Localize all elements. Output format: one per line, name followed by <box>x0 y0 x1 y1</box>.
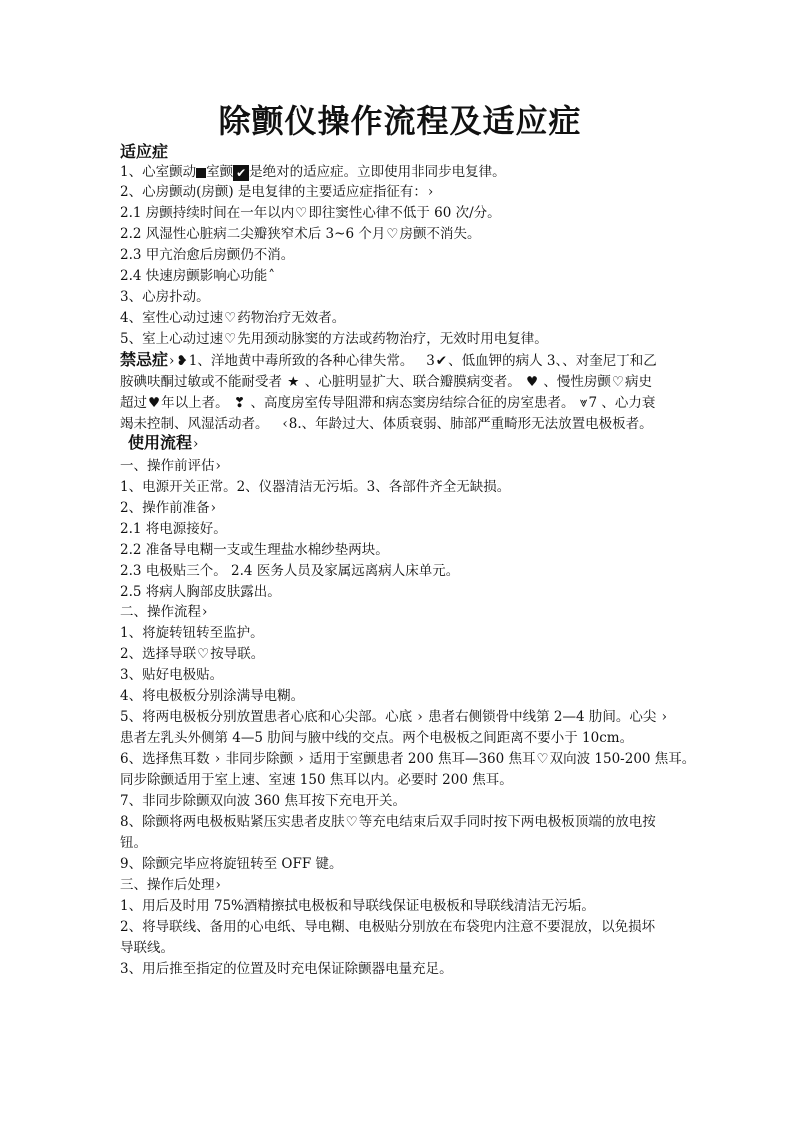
text-line: 2.3 甲亢治愈后房颤仍不消。 <box>120 247 295 263</box>
text-line: 2、心房颤动(房颤) 是电复律的主要适应症指征有：› <box>120 184 434 200</box>
text-line: 患者左乳头外侧第 4—5 肋间与腋中线的交点。两个电极板之间距离不要小于 10cm。 <box>120 730 634 746</box>
text-line: 5、将两电极板分别放置患者心底和心尖部。心底 › 患者右侧锁骨中线第 2—4 肋间。心尖 › <box>120 709 668 725</box>
heading-indications: 适应症 <box>120 142 169 161</box>
text-line: 3、心房扑动。 <box>120 289 210 305</box>
heart-outline-icon: ♡ <box>224 310 237 326</box>
heading-usage: 使用流程 <box>128 433 193 452</box>
text-line: 2.5 将病人胸部皮肤露出。 <box>120 584 281 600</box>
broken-heart-icon: ❣ <box>233 395 246 411</box>
text-line: 8、除颤将两电极板贴紧压实患者皮肤♡等充电结束后双手同时按下两电极板顶端的放电按 <box>120 814 656 830</box>
heart-icon: ♥ <box>148 395 161 411</box>
chevron-right-icon: › <box>193 436 199 452</box>
text-line: 1、将旋转钮转至监护。 <box>120 625 264 641</box>
text-line: 4、将电极板分别涂满导电糊。 <box>120 688 305 704</box>
text-line: 2、将导联线、备用的心电纸、导电糊、电极贴分别放在布袋兜内注意不要混放，以免损坏 <box>120 919 656 935</box>
heart-outline-icon: ♡ <box>345 814 358 830</box>
text-line: 1、心室颤动 室颤 ✔ 是绝对的适应症。立即使用非同步电复律。 <box>120 164 506 180</box>
text-line: 6、选择焦耳数 › 非同步除颤 › 适用于室颤患者 200 焦耳—360 焦耳♡双向波 150-200 焦耳。 <box>120 751 696 767</box>
text-line: 2.1 房颤持续时间在一年以内♡即往窦性心律不低于 60 次/分。 <box>120 205 501 221</box>
heart-outline-icon: ♡ <box>386 226 399 242</box>
text-line: 三、操作后处理› <box>120 877 221 893</box>
checkbox-checked-icon: ✔ <box>233 165 249 181</box>
chevron-right-icon: › <box>169 353 175 369</box>
checkmark-icon: ✔ <box>435 353 448 369</box>
chevron-right-icon: › <box>210 500 216 516</box>
heart-outline-icon: ♡ <box>295 205 308 221</box>
double-chevron-down-icon: ⩔ <box>579 395 588 411</box>
text-line: 4、室性心动过速♡药物治疗无效者。 <box>120 310 346 326</box>
text-line: 钮。 <box>120 835 147 851</box>
text-line: 3、贴好电极贴。 <box>120 667 224 683</box>
page-title: 除颤仪操作流程及适应症 <box>218 102 582 140</box>
heart-outline-icon: ♡ <box>224 331 237 347</box>
text-line: 二、操作流程› <box>120 604 208 620</box>
text-line: 9、除颤完毕应将旋钮转至 OFF 键。 <box>120 856 343 872</box>
black-square-icon <box>196 168 206 178</box>
heart-outline-icon: ♡ <box>611 374 625 390</box>
chevron-right-icon: › <box>661 709 668 725</box>
heart-icon: ❥ <box>176 353 188 369</box>
text-line: 3、用后推至指定的位置及时充电保证除颤器电量充足。 <box>120 961 453 977</box>
chevron-right-icon: › <box>427 184 434 200</box>
text-line: 一、操作前评估› <box>120 458 221 474</box>
heart-outline-icon: ♡ <box>536 751 549 767</box>
heart-outline-icon: ♡ <box>197 646 210 662</box>
chevron-right-icon: › <box>215 877 221 893</box>
chevron-right-icon: › <box>202 604 208 620</box>
heading-contraindications: 禁忌症 <box>120 350 169 369</box>
chevron-right-icon: › <box>298 751 304 767</box>
chevron-right-icon: › <box>417 709 423 725</box>
text-line: 2、选择导联♡按导联。 <box>120 646 265 662</box>
text-line: 1、用后及时用 75%酒精擦拭电极板和导联线保证电极板和导联线清洁无污垢。 <box>120 898 595 914</box>
contraindications-line: 禁忌症› ❥1、洋地黄中毒所致的各种心律失常。 3✔、低血钾的病人 3、、对奎尼丁和乙 <box>120 350 657 369</box>
text-line: 1、电源开关正常。2、仪器清洁无污垢。3、各部件齐全无缺损。 <box>120 479 511 495</box>
text-line: 5、室上心动过速♡先用颈动脉窦的方法或药物治疗，无效时用电复律。 <box>120 331 548 347</box>
text-line: 超过♥年以上者。 ❣ 、高度房室传导阻滞和病态窦房结综合征的房室患者。 ⩔7 、心力衰 <box>120 395 656 411</box>
text-line: 2.2 风湿性心脏病二尖瓣狭窄术后 3~6 个月♡房颤不消失。 <box>120 226 481 242</box>
text-line: 2.2 准备导电糊一支或生理盐水棉纱垫两块。 <box>120 542 389 558</box>
text-line: 2.3 电极贴三个。 2.4 医务人员及家属远离病人床单元。 <box>120 563 460 579</box>
text-line: 2.1 将电源接好。 <box>120 521 227 537</box>
usage-heading-line <box>128 433 199 454</box>
heart-icon: ♥ <box>526 374 539 390</box>
text-line: 7、非同步除颤双向波 360 焦耳按下充电开关。 <box>120 793 406 809</box>
chevron-up-icon: ˄ <box>268 268 276 284</box>
star-icon: ★ <box>287 374 300 390</box>
text-line: 同步除颤适用于室上速、室速 150 焦耳以内。必要时 200 焦耳。 <box>120 772 513 788</box>
chevron-right-icon: › <box>214 751 221 767</box>
text-line: 2.4 快速房颤影响心功能˄ <box>120 268 276 284</box>
text-line: 竭未控制、风湿活动者。 ‹8.、年龄过大、体质衰弱、肺部严重畸形无法放置电极板者。 <box>120 416 653 432</box>
chevron-right-icon: › <box>215 458 221 474</box>
text-line: 胺碘呋酮过敏或不能耐受者 ★ 、心脏明显扩大、联合瓣膜病变者。 ♥ 、慢性房颤♡病史 <box>120 374 653 390</box>
text-line: 导联线。 <box>120 940 174 956</box>
chevron-left-icon: ‹ <box>282 416 288 432</box>
text-line: 2、操作前准备› <box>120 500 216 516</box>
